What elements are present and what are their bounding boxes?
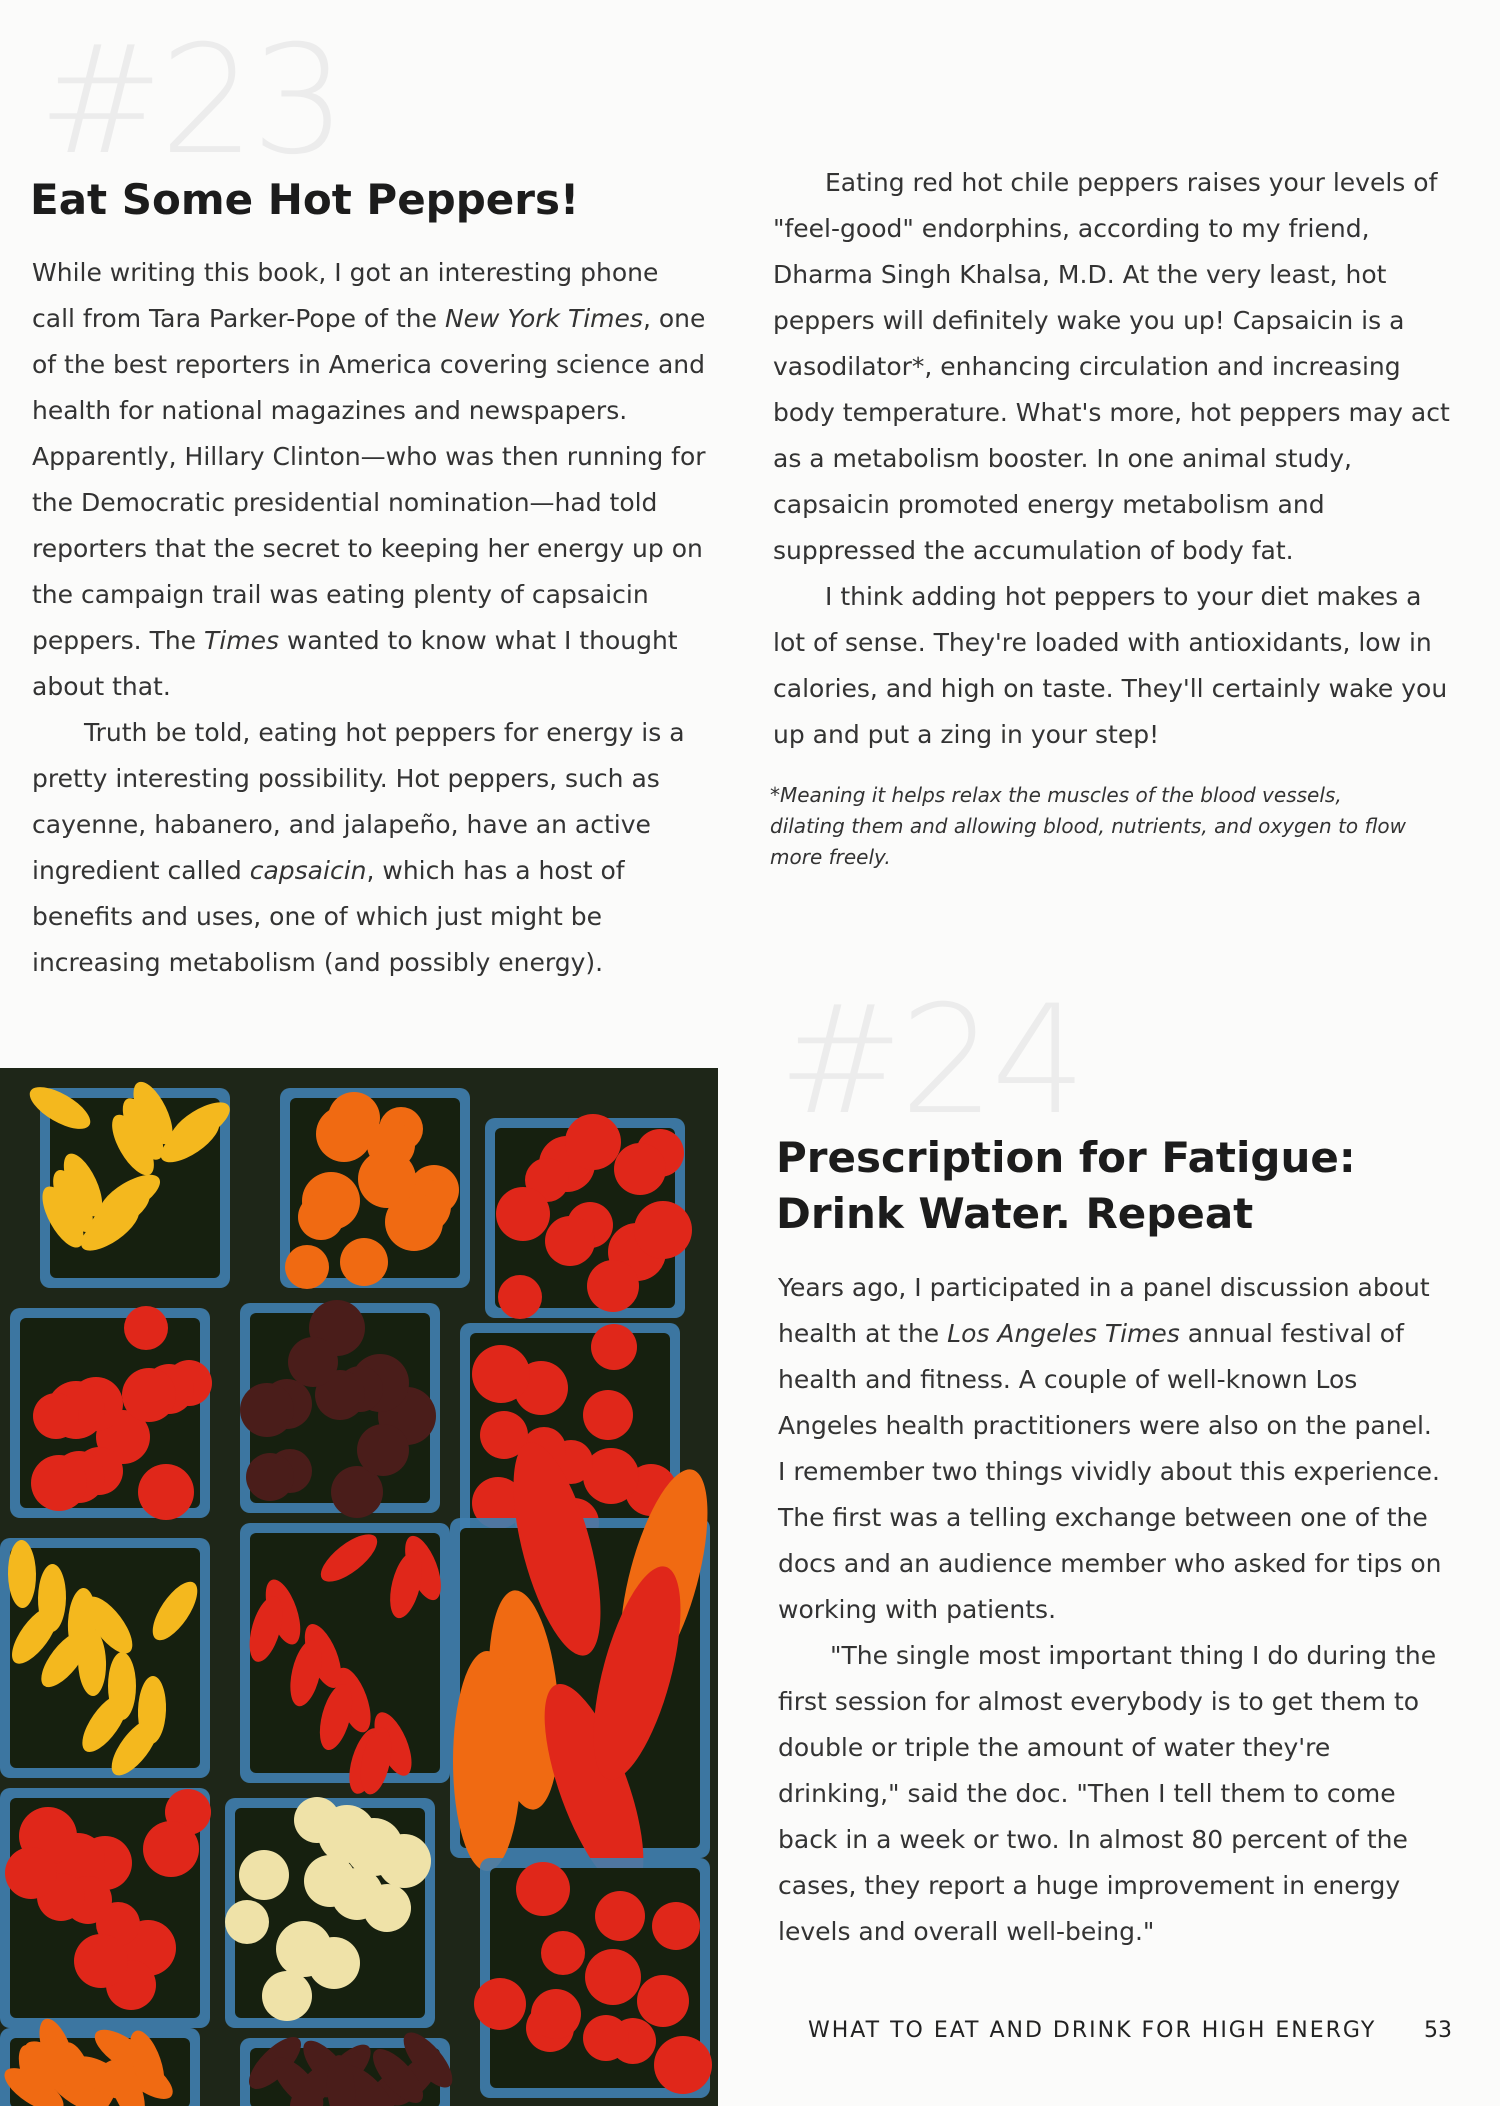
tip-23-paragraph	[32, 710, 708, 986]
pepper	[294, 1797, 340, 1843]
pepper	[316, 1106, 372, 1162]
pepper	[31, 1455, 87, 1511]
tip-23-paragraph	[32, 250, 708, 710]
pepper	[240, 1383, 294, 1437]
pepper	[285, 1245, 329, 1289]
tip-23-body-right	[773, 160, 1453, 758]
tip-24-body	[778, 1265, 1444, 1955]
text-run: "The single most important thing I do during the first session for almost everybody is to get them to double or triple the amount of water they're drinking," said the doc. "Then I tell them to come back in a week or two. In almost 80 percent of the cases, they report a huge improvement in energy levels and overall well-being."	[778, 1641, 1437, 1946]
pepper	[472, 1345, 530, 1403]
text-run: I think adding hot peppers to your diet makes a lot of sense. They're loaded with antioxidants, low in calories, and high on taste. They'll certainly wake you up and put a zing in your step!	[773, 582, 1448, 749]
text-run: Years ago, I participated in a panel discussion about health at the	[778, 1273, 1430, 1348]
pepper-baskets-illustration	[0, 1068, 718, 2106]
text-run: Eating red hot chile peppers raises your levels of "feel-good" endorphins, according to my friend, Dharma Singh Khalsa, M.D. At the very least, hot peppers will definitely wake you up! Capsaicin is a vasodilator*, enhancing circulation and increasing body temperature. What's more, hot peppers may act as a metabolism booster. In one animal study, capsaicin promoted energy metabolism and suppressed the accumulation of body fat.	[773, 168, 1450, 565]
tip-23-paragraph	[773, 160, 1453, 574]
pepper	[225, 1900, 269, 1944]
pepper	[565, 1114, 621, 1170]
pepper	[498, 1275, 542, 1319]
text-run: annual festival of health and fitness. A couple of well-known Los Angeles health practitioners were also on the panel. I remember two things vividly about this experience. The first was a telling exchange between one of the docs and an audience member who asked for tips on working with patients.	[778, 1319, 1442, 1624]
pepper	[634, 1201, 692, 1259]
pepper	[614, 1143, 666, 1195]
tip-23-number: #23	[38, 14, 343, 188]
italic-title: Los Angeles Times	[947, 1319, 1180, 1348]
pepper	[357, 1424, 409, 1476]
italic-title: Times	[204, 626, 279, 655]
pepper	[652, 1902, 700, 1950]
pepper	[585, 1949, 641, 2005]
pepper	[122, 1368, 176, 1422]
pepper	[531, 1989, 581, 2039]
pepper	[654, 2036, 712, 2094]
italic-title: New York Times	[444, 304, 643, 333]
pepper	[33, 1393, 79, 1439]
pepper	[591, 1324, 637, 1370]
pepper	[138, 1464, 194, 1520]
tip-23-paragraph	[773, 574, 1453, 758]
pepper	[516, 1862, 570, 1916]
text-run: wanted to know what I thought about that.	[32, 626, 678, 701]
pepper	[474, 1978, 526, 2030]
text-run: Truth be told, eating hot peppers for energy is a pretty interesting possibility. Hot peppers, such as cayenne, habanero, and jalapeño, have an active ingredient called	[32, 718, 685, 885]
pepper	[496, 1187, 550, 1241]
pepper	[124, 1306, 168, 1350]
pepper	[143, 1821, 199, 1877]
pepper	[453, 1651, 521, 1871]
pepper	[587, 1260, 639, 1312]
pepper	[246, 1453, 294, 1501]
pepper	[595, 1891, 645, 1941]
page-number: 53	[1424, 2018, 1452, 2043]
text-run: , which has a host of benefits and uses, one of which just might be increasing metabolism (and possibly energy).	[32, 856, 625, 977]
tip-24-paragraph	[778, 1633, 1444, 1955]
pepper	[340, 1238, 388, 1286]
pepper	[276, 1921, 332, 1977]
pepper-photo	[0, 1068, 718, 2106]
italic-title: capsaicin	[249, 856, 367, 885]
pepper	[583, 1390, 633, 1440]
running-footer: WHAT TO EAT AND DRINK FOR HIGH ENERGY	[808, 2018, 1377, 2043]
text-run: While writing this book, I got an interesting phone call from Tara Parker-Pope of the	[32, 258, 659, 333]
tip-24-title: Prescription for Fatigue: Drink Water. Repeat	[776, 1133, 1356, 1238]
pepper	[288, 1337, 338, 1387]
tip-23-body-left	[32, 250, 708, 986]
pepper	[5, 1847, 57, 1899]
pepper	[583, 2015, 629, 2061]
pepper	[74, 1934, 128, 1988]
pepper	[262, 1971, 312, 2021]
footnote: *Meaning it helps relax the muscles of the blood vessels, dilating them and allowing blood, nutrients, and oxygen to flow more freely.	[770, 783, 1407, 869]
pepper	[358, 1150, 416, 1208]
pepper	[541, 1931, 585, 1975]
tip-23-title: Eat Some Hot Peppers!	[30, 175, 580, 224]
pepper	[304, 1855, 356, 1907]
tip-24-number: #24	[778, 974, 1083, 1148]
pepper	[637, 1975, 689, 2027]
pepper	[298, 1194, 344, 1240]
text-run: , one of the best reporters in America covering science and health for national magazines and newspapers. Apparently, Hillary Clinton—who was then running for the Democratic presidential nomination—had told reporters that the secret to keeping her energy up on the campaign trail was eating plenty of capsaicin peppers. The	[32, 304, 706, 655]
tip-24-paragraph	[778, 1265, 1444, 1633]
pepper	[545, 1216, 595, 1266]
pepper	[239, 1850, 289, 1900]
